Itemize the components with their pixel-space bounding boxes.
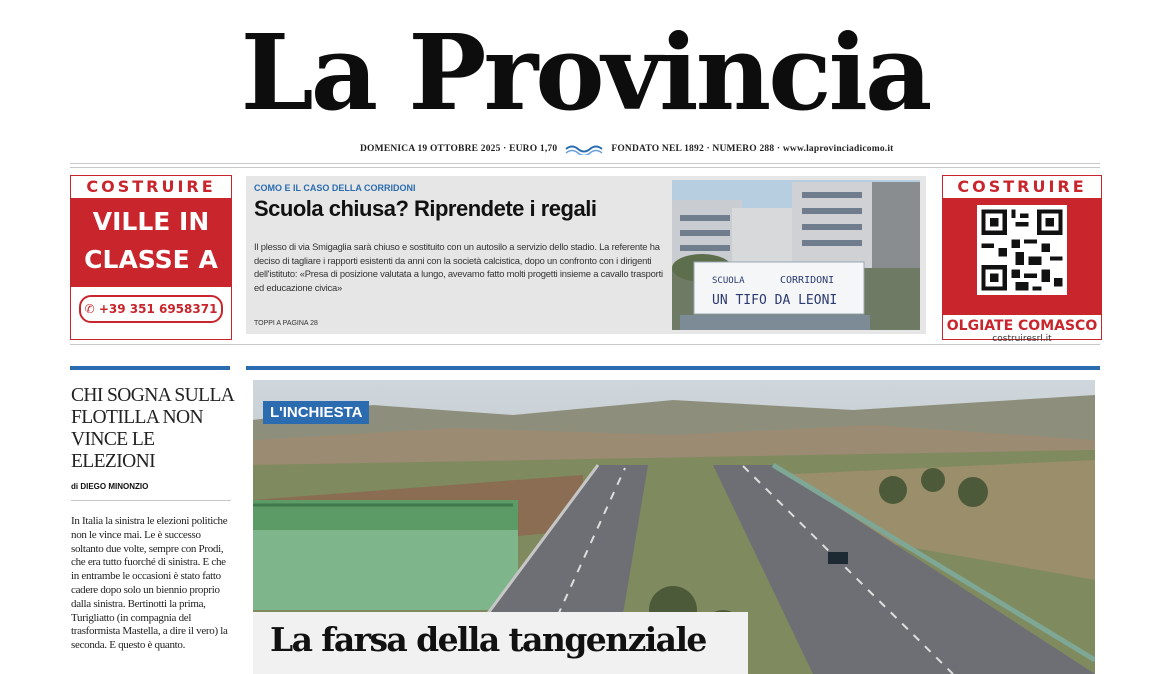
ad-qr-panel — [943, 199, 1101, 315]
ad-line2: CLASSE A — [84, 245, 218, 274]
dateline-date-price: DOMENICA 19 OTTOBRE 2025 · EURO 1,70 — [360, 144, 558, 154]
school-photo — [672, 180, 920, 330]
qr-code-icon[interactable] — [977, 205, 1067, 295]
column-body: In Italia la sinistra le elezioni politiche non le vince mai. Le è successo soltanto due volte, sempre con Prodi, che era tutto fuorché di sinistra. E che in entrambe le occasioni è stato fatto cadere dopo solo un biennio proprio dalla sinistra. Bertinotti la prima, Turigliatto (in compagnia del trasformista Mastella, a dire il vero) la seconda. E questo è quanto. — [71, 515, 228, 652]
ad-website[interactable]: costruiresrl.it — [992, 334, 1052, 344]
ad-brand-logo: COSTRUIRE — [943, 176, 1101, 199]
main-accent-rule — [246, 366, 1100, 370]
feature-title[interactable]: Scuola chiusa? Riprendete i regali — [254, 196, 597, 221]
ad-brand-logo: COSTRUIRE — [71, 176, 231, 199]
ad-location: OLGIATE COMASCO — [946, 318, 1098, 334]
banner-text-right: CORRIDONI — [780, 275, 835, 286]
column-byline: di DIEGO MINONZIO — [71, 482, 149, 491]
ad-phone-number: +39 351 6958371 — [98, 302, 218, 316]
column-rule — [71, 500, 231, 501]
wave-logo-icon — [565, 143, 603, 155]
inchiesta-tag: L'INCHIESTA — [263, 401, 369, 424]
column-title[interactable]: CHI SOGNA SULLA FLOTILLA NON VINCE LE ELEZIONI — [71, 385, 234, 472]
phone-icon: ✆ — [84, 302, 95, 316]
banner-text-left: SCUOLA — [712, 276, 745, 286]
dateline — [360, 143, 940, 155]
feature-page-ref: TOPPI A PAGINA 28 — [254, 320, 318, 327]
feature-kicker: COMO E IL CASO DELLA CORRIDONI — [254, 183, 416, 193]
masthead-title: La Provincia — [240, 11, 930, 134]
column-accent-rule — [70, 366, 230, 370]
dateline-founded: FONDATO NEL 1892 · NUMERO 288 · www.laprovinciadicomo.it — [611, 144, 894, 154]
ad-headline — [71, 199, 231, 287]
mid-rule — [70, 344, 1100, 345]
ad-phone[interactable] — [79, 295, 223, 323]
main-headline[interactable]: La farsa della tangenziale — [270, 620, 706, 659]
top-rule — [70, 163, 1100, 164]
ad-line1: VILLE IN — [92, 207, 210, 236]
top-rule-2 — [70, 167, 1100, 168]
feature-body: Il plesso di via Smigaglia sarà chiuso e sostituito con un autosilo a servizio dello stadio. La referente ha deciso di tagliare i rapporti esistenti da anni con la società calcistica, dopo un confronto con i dirigenti dell'istituto: «Presa di posizione valutata a lungo, avevamo fatto molti progetti insieme a cavallo trasporti ed educazione civica» — [254, 241, 663, 293]
ad-right[interactable] — [942, 175, 1102, 344]
banner-text-bottom: UN TIFO DA LEONI — [712, 293, 838, 308]
ad-left[interactable] — [70, 175, 232, 340]
